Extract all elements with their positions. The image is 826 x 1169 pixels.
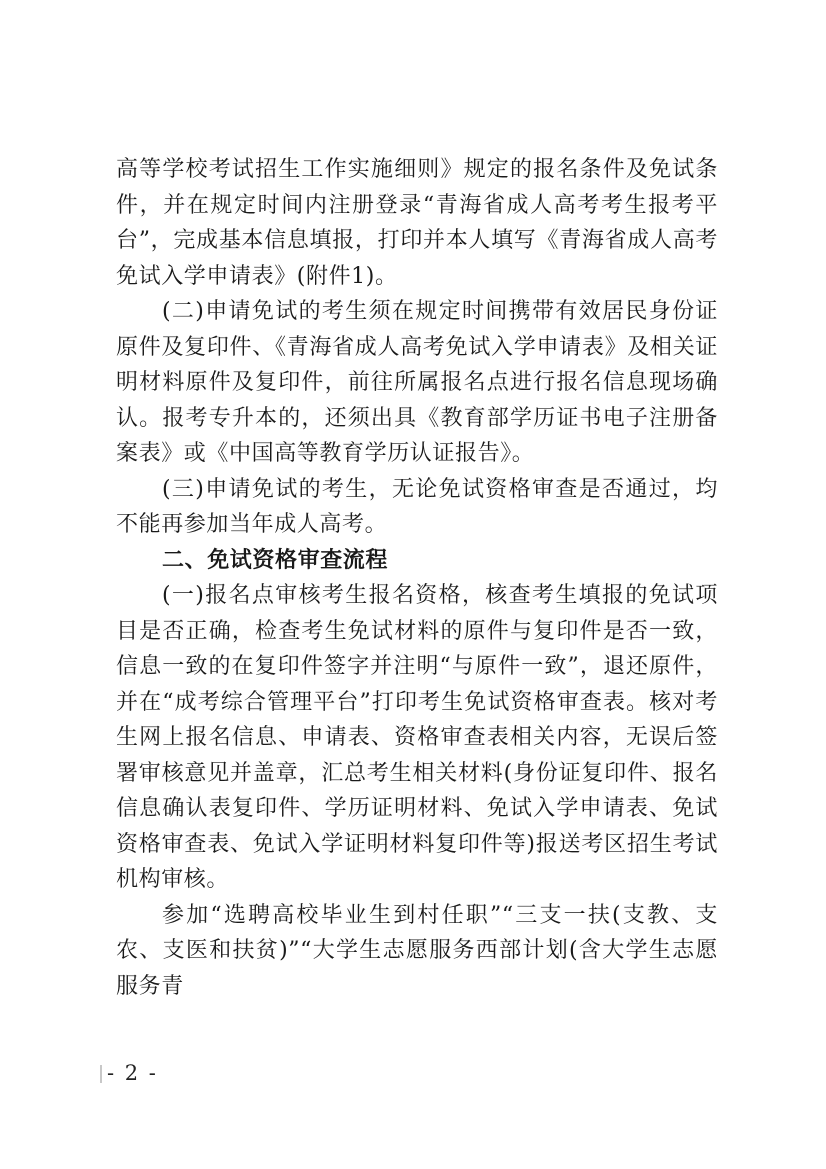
paragraph-3: (三)申请免试的考生，无论免试资格审查是否通过，均不能再参加当年成人高考。 [116,476,718,537]
paragraph-2: (二)申请免试的考生须在规定时间携带有效居民身份证原件及复印件、《青海省成人高考免试入学申请表》及相关证明材料原件及复印件，前往所属报名点进行报名信息现场确认。报考专升本的，还须出具《教育部学历证书电子注册备案表》或《中国高等教育学历认证报告》。 [116,299,718,466]
paragraph-4: (一)报名点审核考生报名资格，核查考生填报的免试项目是否正确，检查考生免试材料的原件与复印件是否一致，信息一致的在复印件签字并注明“与原件一致”，退还原件，并在“成考综合管理平台”打印考生免试资格审查表。核对考生网上报名信息、申请表、资格审查表相关内容，无误后签署审核意见并盖章，汇总考生相关材料(身份证复印件、报名信息确认表复印件、学历证明材料、免试入学申请表、免试资格审查表、免试入学证明材料复印件等)报送考区招生考试机构审核。 [116,583,718,892]
scan-edge-mark [100,1065,102,1083]
paragraph-5: 参加“选聘高校毕业生到村任职”“三支一扶(支教、支农、支医和扶贫)”“大学生志愿服务西部计划(含大学生志愿服务青 [116,902,718,999]
document-body [116,152,718,1004]
page-number: - 2 - [107,1061,158,1085]
section-heading: 二、免试资格审查流程 [162,547,389,573]
paragraph-1: 高等学校考试招生工作实施细则》规定的报名条件及免试条件，并在规定时间内注册登录“青海省成人高考考生报考平台”，完成基本信息填报，打印并本人填写《青海省成人高考免试入学申请表》(附件1)。 [116,157,718,289]
